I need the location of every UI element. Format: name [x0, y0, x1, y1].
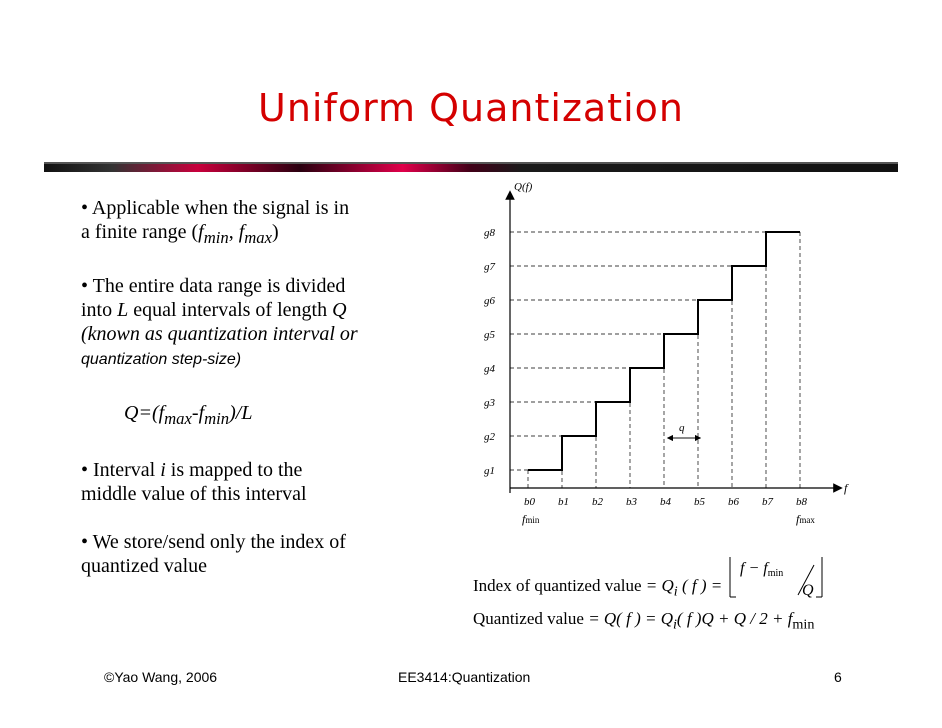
- level-label: g6: [484, 295, 495, 307]
- f-min-label: fmin: [522, 512, 540, 526]
- bullet-3: • Interval i is mapped to the middle value of this interval: [81, 459, 307, 505]
- level-label: g4: [484, 363, 495, 375]
- f-max-label: fmax: [796, 512, 815, 526]
- svg-text:Q: Q: [802, 582, 815, 599]
- footer-course: EE3414:Quantization: [398, 669, 531, 685]
- level-labels: [484, 227, 496, 477]
- boundary-label: b8: [796, 496, 807, 508]
- boundary-label: b0: [524, 496, 535, 508]
- floor-fraction: [726, 560, 826, 609]
- level-label: g1: [484, 465, 495, 477]
- footer-page-number: 6: [834, 669, 842, 685]
- index-equation: Index of quantized value = $Q_i$ ( f ) = f − fmin Q: [473, 565, 826, 609]
- bullet-1: • Applicable when the signal is in a finite range ($f_{min}$, $f_{max}$): [81, 197, 350, 247]
- level-label: g3: [484, 397, 495, 409]
- boundary-label: b7: [762, 496, 773, 508]
- x-axis-label: f: [844, 481, 848, 495]
- boundary-label: b6: [728, 496, 739, 508]
- bullet-2: • The entire data range is divided into L equal intervals of length Q (known as quantization interval or quantization step-size): [81, 275, 358, 368]
- y-axis-label: Q(f): [514, 181, 533, 193]
- q-label: q: [679, 422, 685, 434]
- quantized-value-equation: Quantized value = Q( f ) = $Q_i$( f )$Q + Q / 2 + f_{min}$: [473, 609, 815, 633]
- boundary-label: b2: [592, 496, 603, 508]
- boundary-label: b5: [694, 496, 705, 508]
- boundary-labels: [524, 496, 808, 508]
- level-label: g7: [484, 261, 495, 273]
- dashed-guides: [510, 232, 800, 488]
- step-size-formula: $Q=(f_{max}-f_{min})/L$: [124, 402, 253, 428]
- svg-text:f − fmin: f − fmin: [740, 560, 784, 579]
- level-label: g8: [484, 227, 495, 239]
- boundary-label: b3: [626, 496, 637, 508]
- bullet-4: • We store/send only the index of quantized value: [81, 531, 346, 577]
- boundary-label: b1: [558, 496, 569, 508]
- slide-title: Uniform Quantization: [258, 86, 684, 130]
- boundary-label: b4: [660, 496, 671, 508]
- footer-author: ©Yao Wang, 2006: [104, 669, 218, 685]
- bullet-list-2: [81, 458, 411, 602]
- level-label: g2: [484, 431, 495, 443]
- bullet-list: [81, 196, 411, 396]
- quantizer-staircase-diagram: [470, 175, 870, 535]
- level-label: g5: [484, 329, 495, 341]
